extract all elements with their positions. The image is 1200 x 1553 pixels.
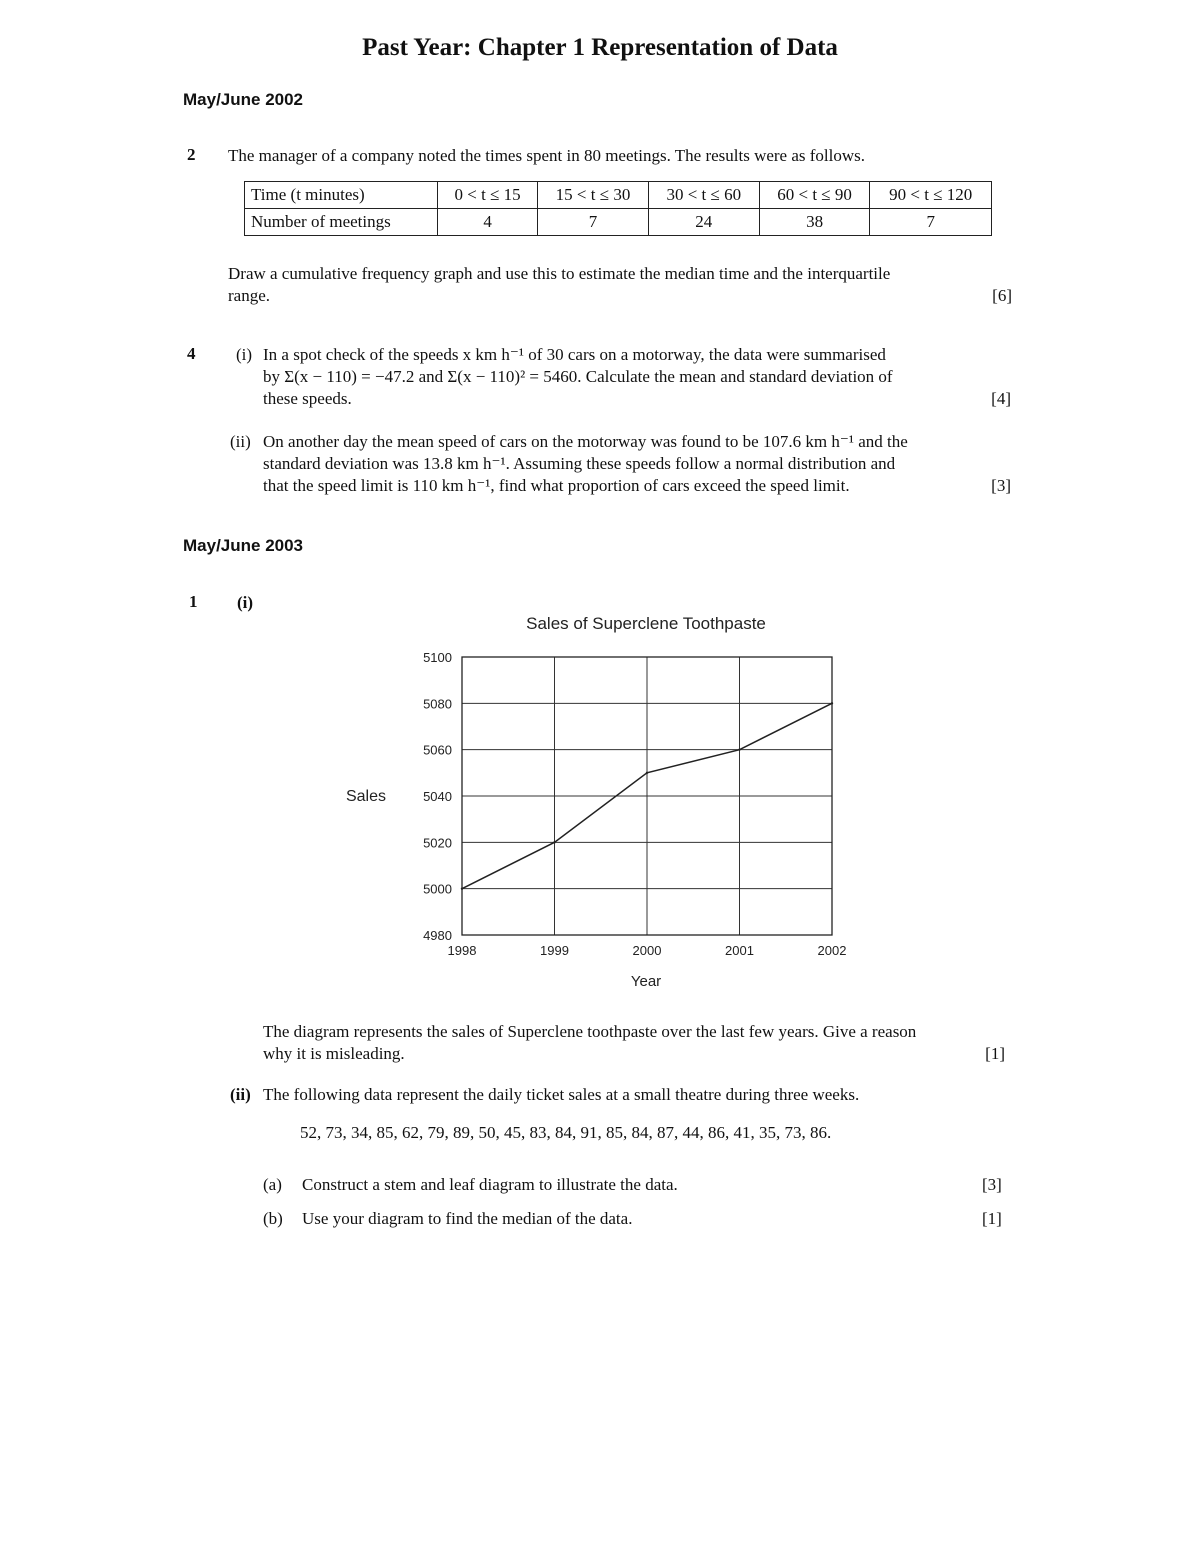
table-cell-count-1: 4 [438, 209, 538, 236]
chart-point-1998 [461, 887, 463, 889]
table-cell-interval-3: 30 < t ≤ 60 [648, 182, 759, 209]
question-4-part-ii-line-2: standard deviation was 13.8 km h⁻¹. Assuming these speeds follow a normal distribution and [263, 454, 896, 473]
chart-y-tick-5000: 5000 [423, 881, 452, 897]
table-header-time: Time (t minutes) [245, 182, 438, 209]
table-cell-interval-1: 0 < t ≤ 15 [438, 182, 538, 209]
question-2-number: 2 [187, 145, 196, 164]
table-cell-interval-5: 90 < t ≤ 120 [870, 182, 992, 209]
chart-y-tick-4980: 4980 [423, 928, 452, 943]
question-2-task-line-1: Draw a cumulative frequency graph and use this to estimate the median time and the interquartile [228, 264, 891, 283]
chart-y-tick-5020: 5020 [423, 835, 452, 851]
ticket-sales-data: 52, 73, 34, 85, 62, 79, 89, 50, 45, 83, 84, 91, 85, 84, 87, 44, 86, 41, 35, 73, 86. [300, 1123, 832, 1142]
chart-gridlines [462, 657, 832, 935]
question-1-part-i-line-2: why it is misleading. [263, 1044, 405, 1063]
table-cell-count-5: 7 [870, 209, 992, 236]
page-title: Past Year: Chapter 1 Representation of Data [362, 34, 838, 61]
question-1-part-ii-text: The following data represent the daily ticket sales at a small theatre during three weeks. [263, 1085, 860, 1104]
question-1-part-i-text [263, 1021, 1005, 1065]
question-1-part-a-marks: [3] [982, 1175, 1002, 1194]
question-4-part-i-line-2: by Σ(x − 110) = −47.2 and Σ(x − 110)² = 5460. Calculate the mean and standard deviation of [263, 367, 893, 386]
chart-x-tick-1998: 1998 [447, 943, 477, 958]
chart-point-2001 [738, 748, 740, 750]
chart-x-axis-label: Year [630, 973, 662, 990]
chart-x-tick-2001: 2001 [725, 943, 754, 958]
question-4-part-ii-label: (ii) [230, 432, 251, 451]
chart-x-tick-2000: 2000 [632, 943, 662, 958]
question-1-part-b-text: Use your diagram to find the median of the data. [302, 1209, 633, 1228]
chart-y-axis-label: Sales [345, 788, 387, 805]
section-heading-2003: May/June 2003 [183, 536, 304, 555]
table-cell-count-3: 24 [648, 209, 759, 236]
question-1-part-i-line-1: The diagram represents the sales of Superclene toothpaste over the last few years. Give a reason [263, 1022, 917, 1041]
question-1-part-i-label: (i) [237, 593, 254, 612]
question-2-intro: The manager of a company noted the times spent in 80 meetings. The results were as follows. [228, 146, 866, 165]
chart-y-tick-5040: 5040 [423, 789, 452, 804]
chart-y-tick-5060: 5060 [423, 742, 452, 758]
table-cell-count-2: 7 [538, 209, 649, 236]
chart-point-2002 [831, 702, 833, 704]
table-cell-count-4: 38 [759, 209, 870, 236]
question-2-task-line-2: range. [228, 286, 271, 305]
question-4-part-i [263, 344, 1011, 410]
question-1-part-a-label: (a) [263, 1175, 282, 1194]
question-4-part-i-line-1: In a spot check of the speeds x km h⁻¹ of 30 cars on a motorway, the data were summarised [263, 345, 886, 364]
table-header-meetings: Number of meetings [245, 209, 438, 236]
question-1-part-b-marks: [1] [982, 1209, 1002, 1228]
question-1-number: 1 [189, 592, 198, 611]
sales-chart [330, 605, 890, 1005]
table-row-time [245, 182, 992, 209]
chart-x-tick-labels [448, 943, 847, 958]
chart-point-1999 [553, 841, 555, 843]
chart-x-tick-2002: 2002 [817, 943, 847, 958]
chart-y-tick-5100: 5100 [423, 650, 452, 665]
question-2-task [228, 263, 1012, 307]
question-4-part-i-label: (i) [236, 345, 253, 364]
question-1-part-b-label: (b) [263, 1209, 283, 1228]
question-4-part-ii-line-1: On another day the mean speed of cars on the motorway was found to be 107.6 km h⁻¹ and the [263, 432, 908, 451]
chart-title: Sales of Superclene Toothpaste [526, 614, 766, 633]
question-1-part-ii-label: (ii) [230, 1085, 251, 1104]
question-4-part-ii [263, 431, 1011, 497]
chart-y-tick-labels [423, 650, 452, 943]
table-row-meetings [245, 209, 992, 236]
table-cell-interval-4: 60 < t ≤ 90 [759, 182, 870, 209]
question-4-part-ii-marks: [3] [991, 476, 1011, 495]
chart-y-tick-5080: 5080 [423, 696, 452, 712]
question-4-part-ii-line-3: that the speed limit is 110 km h⁻¹, find what proportion of cars exceed the speed limit. [263, 476, 850, 495]
question-4-part-i-line-3: these speeds. [263, 389, 352, 408]
question-4-number: 4 [187, 344, 196, 363]
question-2-marks: [6] [992, 286, 1012, 305]
chart-x-tick-1999: 1999 [540, 943, 569, 958]
meetings-frequency-table [244, 181, 992, 236]
chart-point-2000 [646, 772, 648, 774]
table-cell-interval-2: 15 < t ≤ 30 [538, 182, 649, 209]
question-4-part-i-marks: [4] [991, 389, 1011, 408]
sales-line-chart [330, 605, 890, 1005]
section-heading-2002: May/June 2002 [183, 90, 304, 109]
question-1-part-i-marks: [1] [985, 1044, 1005, 1063]
question-1-part-a-text: Construct a stem and leaf diagram to illustrate the data. [302, 1175, 678, 1194]
